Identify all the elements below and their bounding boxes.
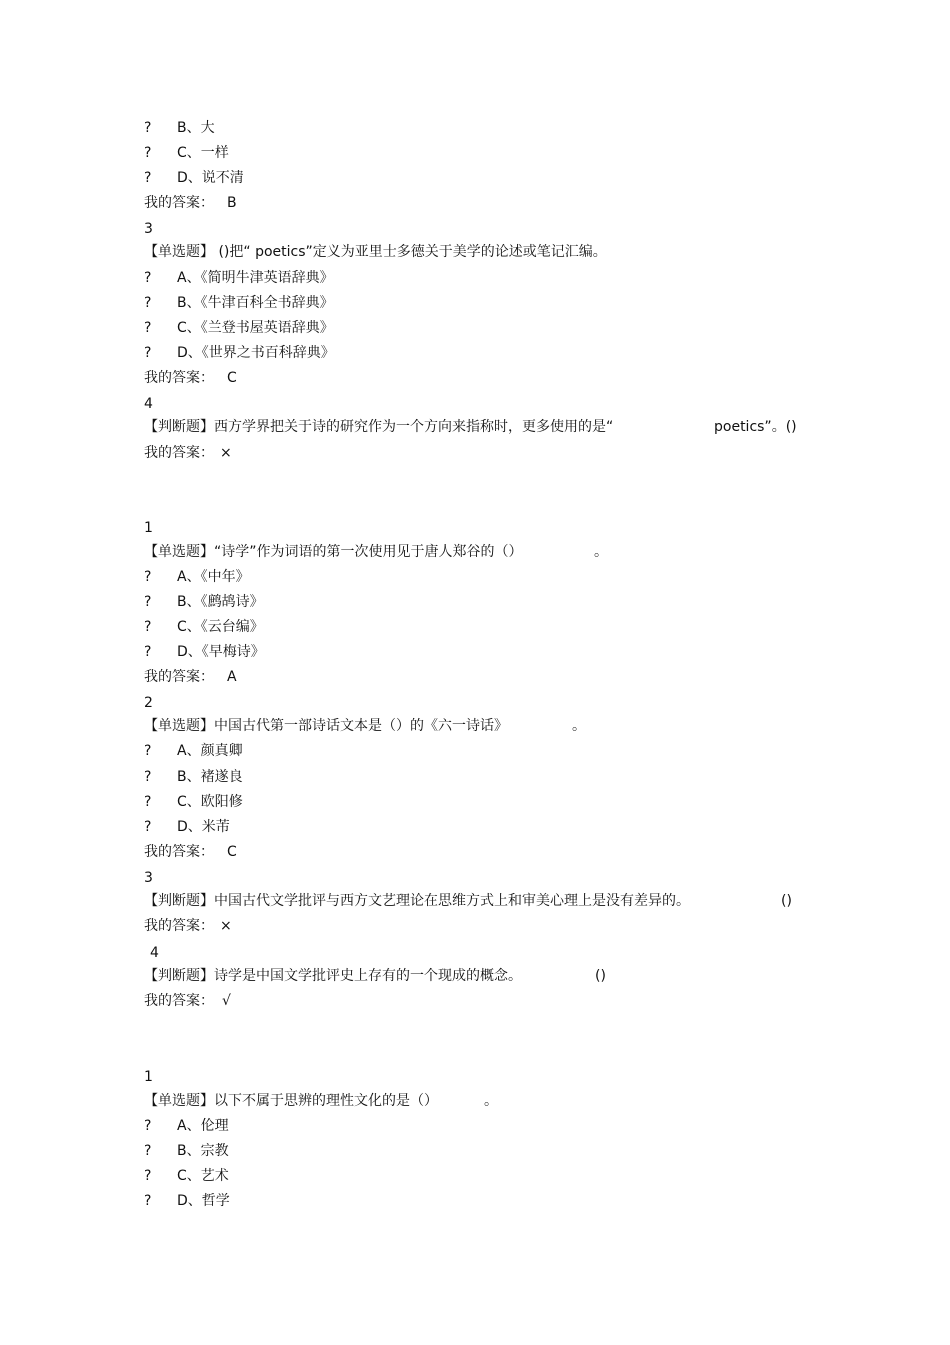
- question-text-tail: (): [781, 893, 792, 909]
- answer-row: [144, 842, 237, 862]
- answer-value: C: [227, 844, 237, 860]
- option-text: C、《兰登书屋英语辞典》: [177, 320, 334, 336]
- bullet-marker: ?: [144, 619, 152, 635]
- bullet-marker: ?: [144, 295, 152, 311]
- answer-row: [144, 991, 231, 1011]
- question-number: 3: [144, 221, 153, 237]
- option-text: B、大: [177, 120, 215, 136]
- question-row: [144, 966, 606, 986]
- bullet-marker: ?: [144, 769, 152, 785]
- question-number: 1: [144, 520, 153, 536]
- option-text: D、说不清: [177, 170, 244, 186]
- question-text: 【判断题】中国古代文学批评与西方文艺理论在思维方式上和审美心理上是没有差异的。: [144, 893, 690, 909]
- answer-label: 我的答案：: [144, 195, 214, 211]
- option-text: A、《中年》: [177, 569, 250, 585]
- question-number: 4: [150, 945, 159, 961]
- option-text: B、《牛津百科全书辞典》: [177, 295, 334, 311]
- option-text: B、褚遂良: [177, 769, 243, 785]
- option-text: C、欧阳修: [177, 794, 243, 810]
- option-text: C、《云台编》: [177, 619, 264, 635]
- answer-row: [144, 443, 232, 463]
- bullet-marker: ?: [144, 569, 152, 585]
- option-text: B、宗教: [177, 1143, 229, 1159]
- option-text: C、一样: [177, 145, 229, 161]
- question-text: 【判断题】诗学是中国文学批评史上存有的一个现成的概念。: [144, 968, 522, 984]
- question-number: 3: [144, 870, 153, 886]
- answer-value: ×: [220, 918, 232, 934]
- answer-row: [144, 916, 232, 936]
- answer-row: [144, 193, 237, 213]
- bullet-marker: ?: [144, 594, 152, 610]
- option-text: B、《鹧鸪诗》: [177, 594, 264, 610]
- answer-value: ×: [220, 445, 232, 461]
- bullet-marker: ?: [144, 1118, 152, 1134]
- bullet-marker: ?: [144, 644, 152, 660]
- option-text: A、颜真卿: [177, 743, 243, 759]
- question-number: 2: [144, 695, 153, 711]
- bullet-marker: ?: [144, 145, 152, 161]
- question-row: [144, 1091, 498, 1111]
- answer-label: 我的答案：: [144, 445, 214, 461]
- question-text: 【单选题】以下不属于思辨的理性文化的是（）: [144, 1093, 438, 1109]
- bullet-marker: ?: [144, 1193, 152, 1209]
- answer-value: √: [222, 993, 231, 1009]
- bullet-marker: ?: [144, 1168, 152, 1184]
- question-text-tail: 。: [572, 718, 586, 734]
- answer-label: 我的答案：: [144, 370, 214, 386]
- bullet-marker: ?: [144, 819, 152, 835]
- question-row: [144, 542, 608, 562]
- question-text-tail: poetics”。(): [714, 419, 797, 435]
- answer-label: 我的答案：: [144, 844, 214, 860]
- answer-value: C: [227, 370, 237, 386]
- option-text: D、米芾: [177, 819, 230, 835]
- answer-label: 我的答案：: [144, 669, 214, 685]
- question-text: 【单选题】“诗学”作为词语的第一次使用见于唐人郑谷的（）: [144, 544, 523, 560]
- bullet-marker: ?: [144, 120, 152, 136]
- question-row: [144, 716, 586, 736]
- question-text-tail: 。: [484, 1093, 498, 1109]
- bullet-marker: ?: [144, 743, 152, 759]
- question-row: [144, 417, 797, 437]
- option-text: A、《简明牛津英语辞典》: [177, 270, 334, 286]
- bullet-marker: ?: [144, 270, 152, 286]
- question-text: 【单选题】中国古代第一部诗话文本是（）的《六一诗话》: [144, 718, 508, 734]
- answer-row: [144, 368, 237, 388]
- option-text: D、哲学: [177, 1193, 230, 1209]
- question-text-tail: (): [595, 968, 606, 984]
- question-text: 【单选题】 ()把“ poetics”定义为亚里士多德关于美学的论述或笔记汇编。: [144, 244, 607, 260]
- question-number: 1: [144, 1069, 153, 1085]
- bullet-marker: ?: [144, 345, 152, 361]
- question-number: 4: [144, 396, 153, 412]
- option-text: C、艺术: [177, 1168, 229, 1184]
- answer-label: 我的答案：: [144, 993, 214, 1009]
- bullet-marker: ?: [144, 1143, 152, 1159]
- bullet-marker: ?: [144, 320, 152, 336]
- answer-label: 我的答案：: [144, 918, 214, 934]
- question-row: [144, 891, 792, 911]
- option-text: D、《早梅诗》: [177, 644, 265, 660]
- answer-value: B: [227, 195, 237, 211]
- answer-value: A: [227, 669, 237, 685]
- option-text: A、伦理: [177, 1118, 229, 1134]
- question-text-tail: 。: [594, 544, 608, 560]
- bullet-marker: ?: [144, 794, 152, 810]
- answer-row: [144, 667, 237, 687]
- option-text: D、《世界之书百科辞典》: [177, 345, 335, 361]
- bullet-marker: ?: [144, 170, 152, 186]
- question-text: 【判断题】西方学界把关于诗的研究作为一个方向来指称时，更多使用的是“: [144, 419, 614, 435]
